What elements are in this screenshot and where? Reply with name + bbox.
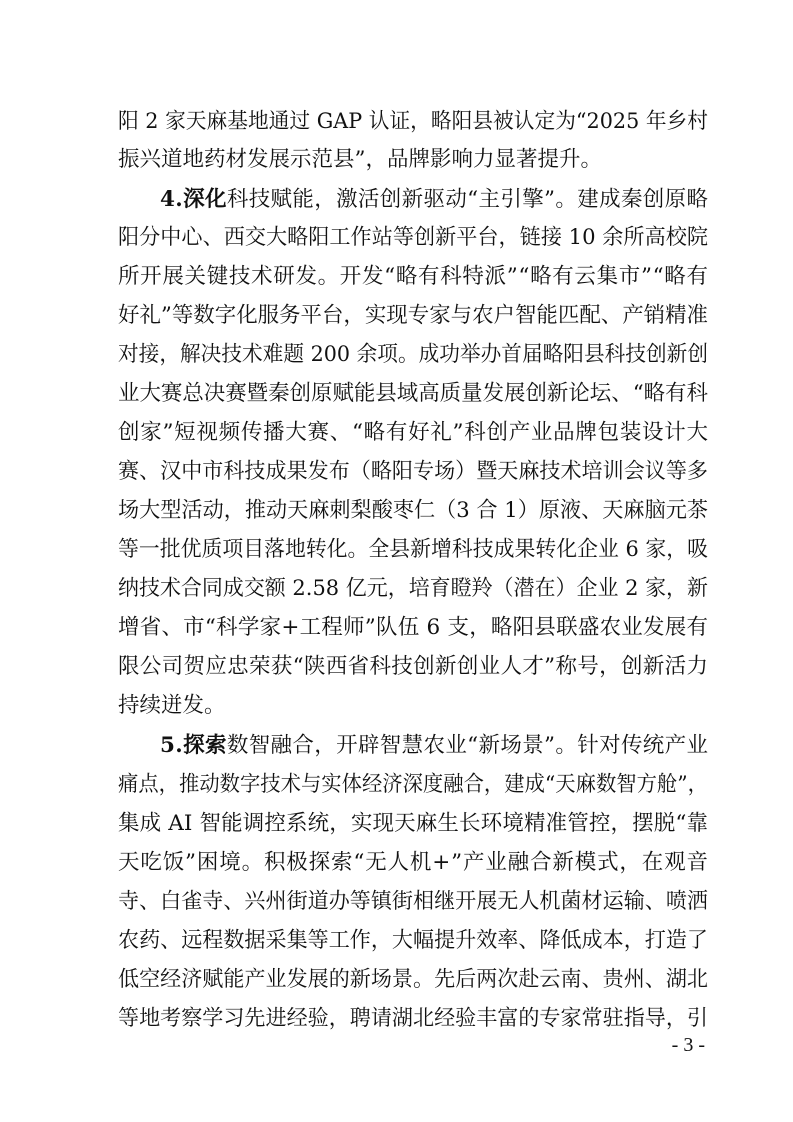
line-text: 持续迸发。 [118, 693, 226, 718]
text-line [0, 570, 793, 607]
text-line-content [118, 648, 708, 685]
text-line-content [160, 727, 708, 764]
text-line [0, 883, 793, 920]
line-text: 增省、市“科学家+工程师”队伍 6 支，略阳县联盛农业发展有 [118, 615, 709, 640]
line-text: 数智融合，开辟智慧农业“新场景”。针对传统产业 [226, 733, 709, 758]
text-line [0, 844, 793, 881]
text-line-content [118, 336, 708, 373]
page-number: - 3 - [671, 1034, 705, 1056]
line-text: 寺、白雀寺、兴州街道办等镇街相继开展无人机菌材运输、喷洒 [118, 889, 708, 914]
line-text: 阳分中心、西交大略阳工作站等创新平台，链接 10 余所高校院 [118, 225, 708, 250]
text-line [0, 375, 793, 412]
text-line-content [118, 258, 709, 295]
text-line-content [118, 297, 708, 334]
text-line-content [118, 414, 709, 451]
text-line [0, 492, 793, 529]
line-text: 对接，解决技术难题 200 余项。成功举办首届略阳县科技创新创 [118, 342, 708, 367]
line-text: 赛、汉中市科技成果发布（略阳专场）暨天麻技术培训会议等多 [118, 459, 708, 484]
text-line-content [118, 141, 602, 178]
line-text: 限公司贺应忠荣获“陕西省科技创新创业人才”称号，创新活力 [118, 654, 709, 679]
text-line [0, 766, 793, 803]
line-text: 创家”短视频传播大赛、“略有好礼”科创产业品牌包装设计大 [118, 420, 709, 445]
text-line [0, 103, 793, 140]
section-heading: 4.深化 [160, 187, 227, 212]
text-line-content [118, 805, 708, 842]
line-text: 等地考察学习先进经验，聘请湖北经验丰富的专家常驻指导，引 [118, 1006, 708, 1031]
line-text: 阳 2 家天麻基地通过 GAP 认证，略阳县被认定为“2025 年乡村 [118, 109, 708, 134]
text-line-content [118, 531, 708, 568]
line-text: 好礼”等数字化服务平台，实现专家与农户智能匹配、产销精准 [118, 303, 708, 328]
text-line [0, 961, 793, 998]
text-line-content [118, 961, 708, 998]
line-text: 科技赋能，激活创新驱动“主引擎”。建成秦创原略 [226, 187, 709, 212]
text-line [0, 687, 793, 724]
text-line-content [118, 375, 708, 412]
text-line [0, 805, 793, 842]
text-line-content [118, 1000, 708, 1037]
text-line-content [118, 219, 708, 256]
line-text: 集成 AI 智能调控系统，实现天麻生长环境精准管控，摆脱“靠 [118, 811, 709, 836]
text-line-content [118, 766, 708, 803]
line-text: 所开展关键技术研发。开发“略有科特派”“略有云集市”“略有 [118, 264, 709, 289]
line-text: 农药、远程数据采集等工作，大幅提升效率、降低成本，打造了 [118, 928, 708, 953]
text-line [0, 336, 793, 373]
line-text: 纳技术合同成交额 2.58 亿元，培育瞪羚（潜在）企业 2 家，新 [118, 576, 708, 601]
text-line-content [118, 844, 709, 881]
text-line [0, 297, 793, 334]
text-line [0, 181, 793, 218]
text-line [0, 922, 793, 959]
text-line-content [118, 687, 226, 724]
text-line [0, 414, 793, 451]
line-text: 天吃饭”困境。积极探索“无人机+”产业融合新模式，在观音 [118, 850, 709, 875]
text-line [0, 727, 793, 764]
text-line [0, 531, 793, 568]
text-line-content [118, 883, 708, 920]
text-line [0, 453, 793, 490]
text-line-content [118, 492, 708, 529]
text-line-content [118, 922, 708, 959]
text-line-content [118, 570, 708, 607]
line-text: 业大赛总决赛暨秦创原赋能县域高质量发展创新论坛、“略有科 [118, 381, 708, 406]
line-text: 痛点，推动数字技术与实体经济深度融合，建成“天麻数智方舱”， [118, 772, 708, 797]
line-text: 振兴道地药材发展示范县”，品牌影响力显著提升。 [118, 147, 602, 172]
text-line-content [118, 609, 708, 646]
text-line-content [160, 181, 708, 218]
text-line [0, 648, 793, 685]
text-line-content [118, 453, 708, 490]
line-text: 等一批优质项目落地转化。全县新增科技成果转化企业 6 家，吸 [118, 537, 708, 562]
line-text: 低空经济赋能产业发展的新场景。先后两次赴云南、贵州、湖北 [118, 967, 708, 992]
text-line [0, 258, 793, 295]
line-text: 场大型活动，推动天麻刺梨酸枣仁（3 合 1）原液、天麻脑元茶 [118, 498, 708, 523]
text-line [0, 141, 793, 178]
section-heading: 5.探索 [160, 733, 227, 758]
text-line [0, 219, 793, 256]
text-line [0, 609, 793, 646]
text-line-content [118, 103, 708, 140]
